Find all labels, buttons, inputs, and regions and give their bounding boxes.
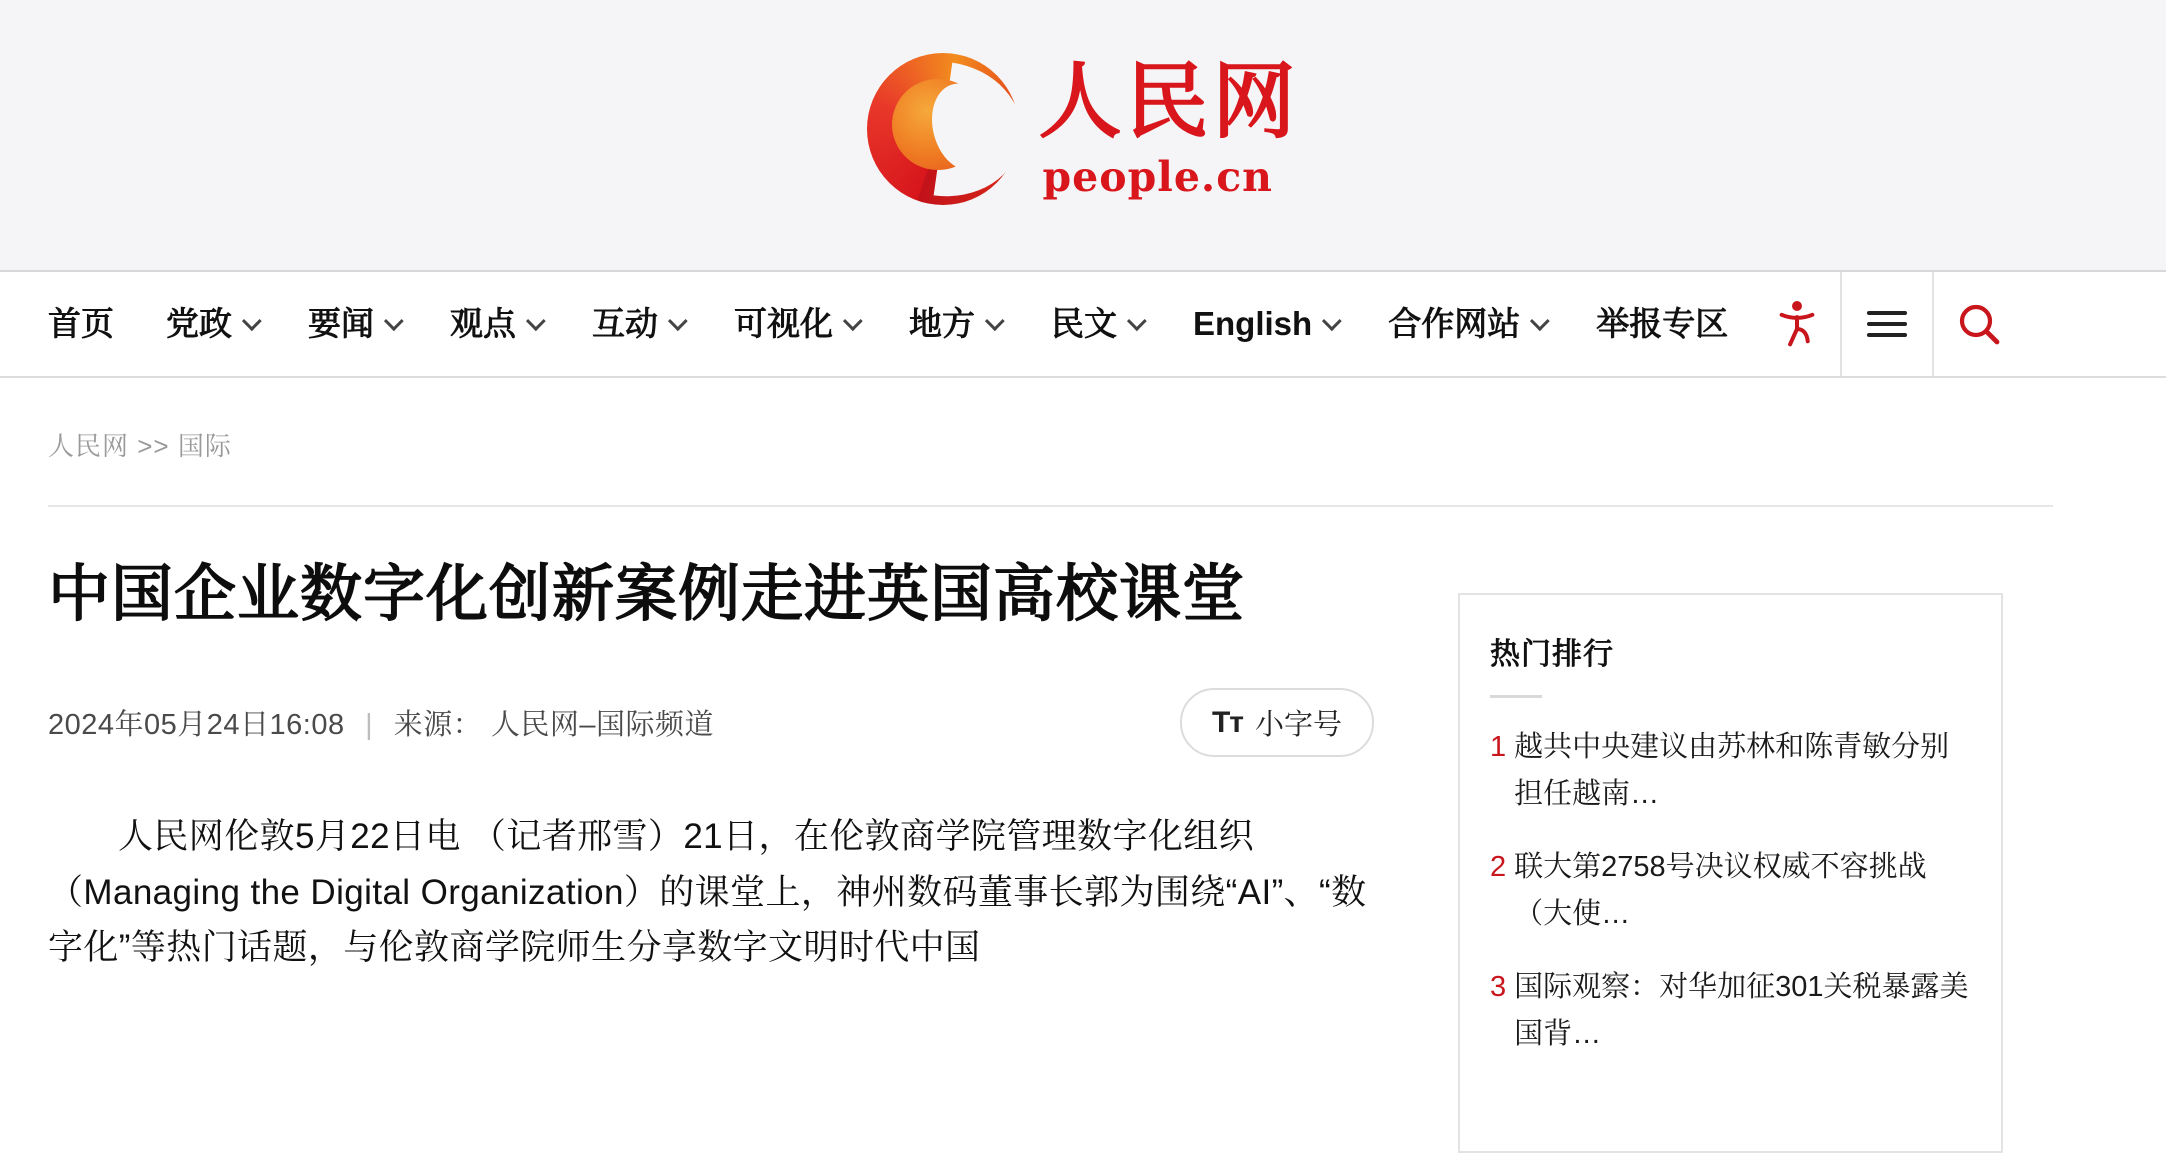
nav-item-top-news[interactable] [282, 272, 424, 376]
chevron-down-icon [1530, 311, 1550, 331]
rank-number: 2 [1490, 850, 1507, 883]
chevron-down-icon [242, 311, 262, 331]
nav-label: 地方 [909, 305, 975, 342]
article-meta [48, 702, 714, 743]
nav-label: 可视化 [734, 305, 833, 342]
chevron-down-icon [985, 311, 1005, 331]
title-underline [1490, 695, 1542, 698]
source-label: 来源： [393, 709, 483, 742]
publish-datetime: 2024年05月24日16:08 [48, 709, 345, 742]
main-navigation [0, 272, 2166, 378]
nav-item-ethnic-languages[interactable] [1025, 272, 1167, 376]
chevron-down-icon [384, 311, 404, 331]
nav-icon-group [1754, 272, 2024, 376]
source-name[interactable]: 人民网–国际频道 [490, 709, 714, 742]
nav-item-english[interactable] [1167, 272, 1362, 376]
page-content [0, 507, 2166, 1153]
hamburger-menu-icon[interactable] [1840, 272, 1932, 376]
nav-label: English [1193, 305, 1313, 342]
site-masthead [0, 0, 2166, 272]
nav-label: 民文 [1051, 305, 1117, 342]
breadcrumb [48, 426, 2118, 463]
article-paragraph: 人民网伦敦5月22日电 （记者邢雪）21日，在伦敦商学院管理数字化组织（Managing the Digital Organization）的课堂上，神州数码董事长郭为围绕“AI”、“数字化”等热门话题，与伦敦商学院师生分享数字文明时代中国 [48, 817, 1367, 967]
logo-english-name: people.cn [1042, 153, 1273, 201]
chevron-down-icon [526, 311, 546, 331]
nav-label: 举报专区 [1596, 305, 1729, 342]
meta-divider: | [365, 709, 374, 742]
breadcrumb-area [0, 378, 2166, 507]
chevron-down-icon [1322, 311, 1342, 331]
chevron-down-icon [843, 311, 863, 331]
nav-label: 党政 [166, 305, 232, 342]
rank-headline: 联大第2758号决议权威不容挑战（大使… [1514, 850, 1927, 930]
breadcrumb-separator: >> [137, 431, 170, 461]
nav-item-partner-sites[interactable] [1362, 272, 1570, 376]
breadcrumb-root[interactable]: 人民网 [48, 431, 130, 461]
font-size-icon: Tт [1211, 705, 1243, 739]
list-item[interactable] [1490, 844, 1971, 938]
nav-item-home[interactable] [48, 272, 140, 376]
logo-text [1038, 52, 1300, 201]
nav-item-local[interactable] [883, 272, 1025, 376]
hot-ranking-title: 热门排行 [1490, 638, 1614, 671]
font-size-label: 小字号 [1254, 709, 1342, 742]
people-cn-logo-icon [867, 53, 1019, 205]
sidebar [1458, 507, 2003, 1153]
nav-label: 合作网站 [1388, 305, 1521, 342]
font-size-button[interactable] [1180, 688, 1374, 757]
nav-item-opinion[interactable] [424, 272, 566, 376]
nav-item-interaction[interactable] [566, 272, 708, 376]
logo-chinese-name: 人民网 [1038, 52, 1300, 150]
chevron-down-icon [668, 311, 688, 331]
search-icon[interactable] [1932, 272, 2024, 376]
chevron-down-icon [1127, 311, 1147, 331]
hot-ranking-box [1458, 593, 2003, 1153]
list-item[interactable] [1490, 964, 1971, 1058]
article-column [48, 507, 1398, 1153]
nav-label: 首页 [48, 305, 114, 342]
rank-headline: 国际观察：对华加征301关税暴露美国背… [1514, 970, 1969, 1050]
nav-item-visualization[interactable] [708, 272, 883, 376]
breadcrumb-current[interactable]: 国际 [177, 431, 232, 461]
nav-label: 观点 [450, 305, 516, 342]
page-title: 中国企业数字化创新案例走进英国高校课堂 [48, 560, 1246, 629]
article-meta-row [48, 688, 1398, 757]
list-item[interactable] [1490, 724, 1971, 818]
nav-item-report-zone[interactable] [1570, 272, 1754, 376]
site-logo[interactable] [867, 53, 1300, 205]
nav-label: 互动 [592, 305, 658, 342]
rank-number: 1 [1490, 731, 1507, 763]
nav-label: 要闻 [308, 305, 374, 342]
accessibility-icon[interactable] [1754, 272, 1840, 376]
rank-headline: 越共中央建议由苏林和陈青敏分别担任越南… [1514, 731, 1950, 810]
nav-item-party-government[interactable] [140, 272, 282, 376]
rank-number: 3 [1490, 970, 1507, 1003]
